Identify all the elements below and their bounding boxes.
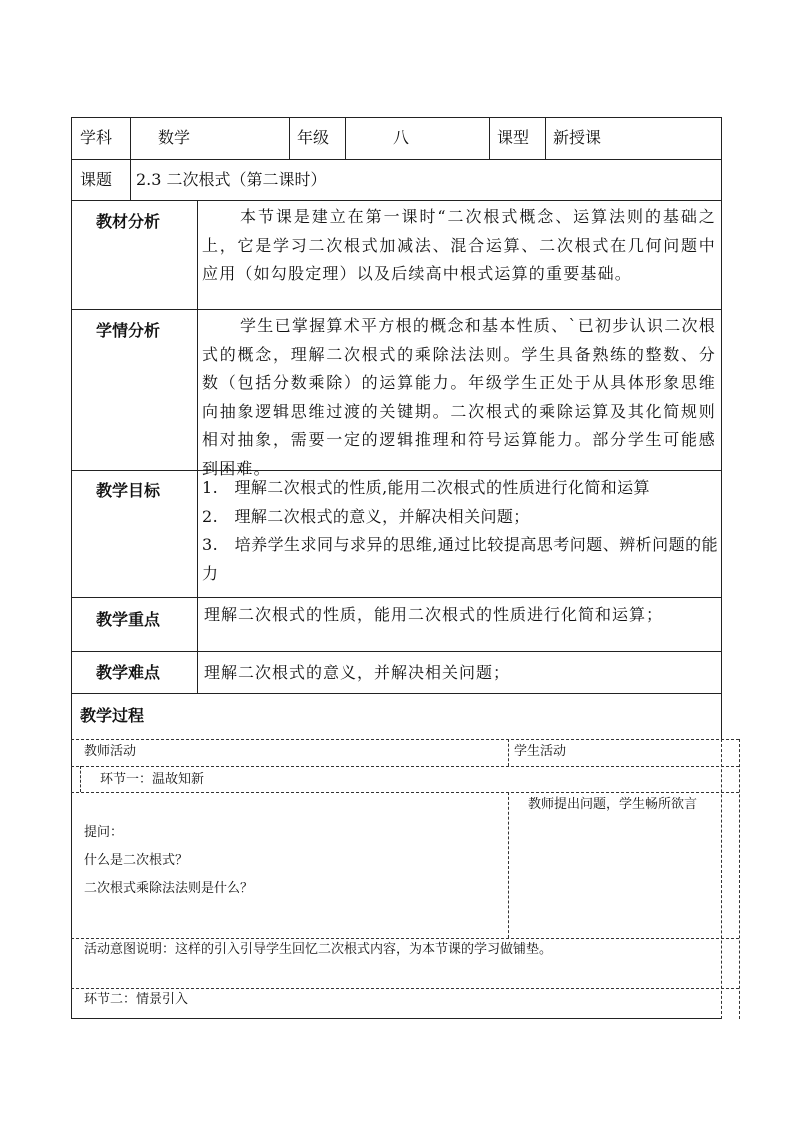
objective-item: 1. 理解二次根式的性质,能用二次根式的性质进行化简和运算: [202, 478, 650, 497]
stage-one-line: 提问：: [84, 825, 124, 840]
row-divider: [71, 200, 722, 201]
activity-intent-note: 活动意图说明：这样的引入引导学生回忆二次根式内容，为本节课的学习做铺垫。: [84, 942, 553, 957]
section-label-material: 教材分析: [96, 212, 161, 231]
dashed-line: [721, 739, 722, 1019]
col-divider: [197, 200, 198, 693]
dashed-line: [71, 766, 739, 767]
dashed-line: [508, 792, 509, 938]
row-divider: [71, 309, 722, 310]
topic-label: 课题: [80, 170, 113, 189]
difficulties-text: 理解二次根式的意义，并解决相关问题；: [204, 663, 511, 682]
row-divider: [71, 651, 722, 652]
teacher-activity-header: 教师活动: [84, 744, 137, 759]
dashed-line: [739, 739, 740, 1019]
grade-label: 年级: [297, 128, 330, 147]
row-divider: [71, 159, 722, 160]
table-border-top: [71, 117, 722, 118]
subject-label: 学科: [80, 128, 113, 147]
objective-item: 3. 培养学生求同与求异的思维,通过比较提高思考问题、辨析问题的能力: [202, 535, 718, 583]
section-label-students: 学情分析: [96, 321, 161, 340]
material-analysis-text: 本节课是建立在第一课时“二次根式概念、运算法则的基础之上，它是学习二次根式加减法、混合运算、二次根式在几何问题中应用（如勾股定理）以及后续高中根式运算的重要基础。: [202, 207, 716, 283]
stage-two-title: 环节二：情景引入: [84, 992, 189, 1007]
dashed-line: [71, 988, 739, 989]
col-divider: [345, 117, 346, 159]
stage-one-line: 二次根式乘除法法则是什么？: [84, 881, 254, 896]
topic-value: 2.3 二次根式（第二课时）: [136, 170, 327, 189]
dashed-line: [80, 766, 81, 792]
lesson-type-label: 课型: [497, 128, 530, 147]
objective-item: 2. 理解二次根式的意义，并解决相关问题；: [202, 506, 530, 526]
grade-value: 八: [393, 128, 410, 147]
dashed-line: [71, 792, 739, 793]
subject-value: 数学: [158, 128, 191, 147]
row-divider: [71, 597, 722, 598]
section-label-key-points: 教学重点: [96, 610, 161, 629]
col-divider: [545, 117, 546, 159]
student-activity-header: 学生活动: [514, 744, 567, 759]
stage-one-student-note: 教师提出问题，学生畅所欲言: [528, 797, 698, 812]
table-border-left: [71, 117, 72, 1019]
section-label-process: 教学过程: [80, 706, 145, 725]
section-label-difficulties: 教学难点: [96, 663, 161, 682]
col-divider: [130, 117, 131, 200]
stage-one-line: 什么是二次根式？: [84, 853, 189, 868]
col-divider: [489, 117, 490, 159]
col-divider: [289, 117, 290, 159]
section-label-objectives: 教学目标: [96, 481, 161, 500]
stage-one-title: 环节一：温故知新: [100, 772, 205, 787]
key-points-text: 理解二次根式的性质，能用二次根式的性质进行化简和运算；: [204, 605, 664, 624]
dashed-line: [71, 938, 739, 939]
row-divider: [71, 693, 722, 694]
lesson-type-value: 新授课: [553, 128, 602, 147]
dashed-line: [508, 739, 509, 766]
student-analysis-text: 学生已掌握算术平方根的概念和基本性质、`已初步认识二次根式的概念，理解二次根式的乘除法法则。学生具备熟练的整数、分数（包括分数乘除）的运算能力。年级学生正处于从具体形象思维向抽象逻辑思维过渡的关键期。二次根式的乘除运算及其化简规则相对抽象，需要一定的逻辑推理和符号运算能力。部分学生可能感到困难。: [202, 316, 716, 478]
table-border-right: [721, 117, 722, 739]
objectives-list: [202, 474, 718, 588]
table-border-bottom: [71, 1018, 722, 1019]
dashed-line: [71, 739, 739, 740]
